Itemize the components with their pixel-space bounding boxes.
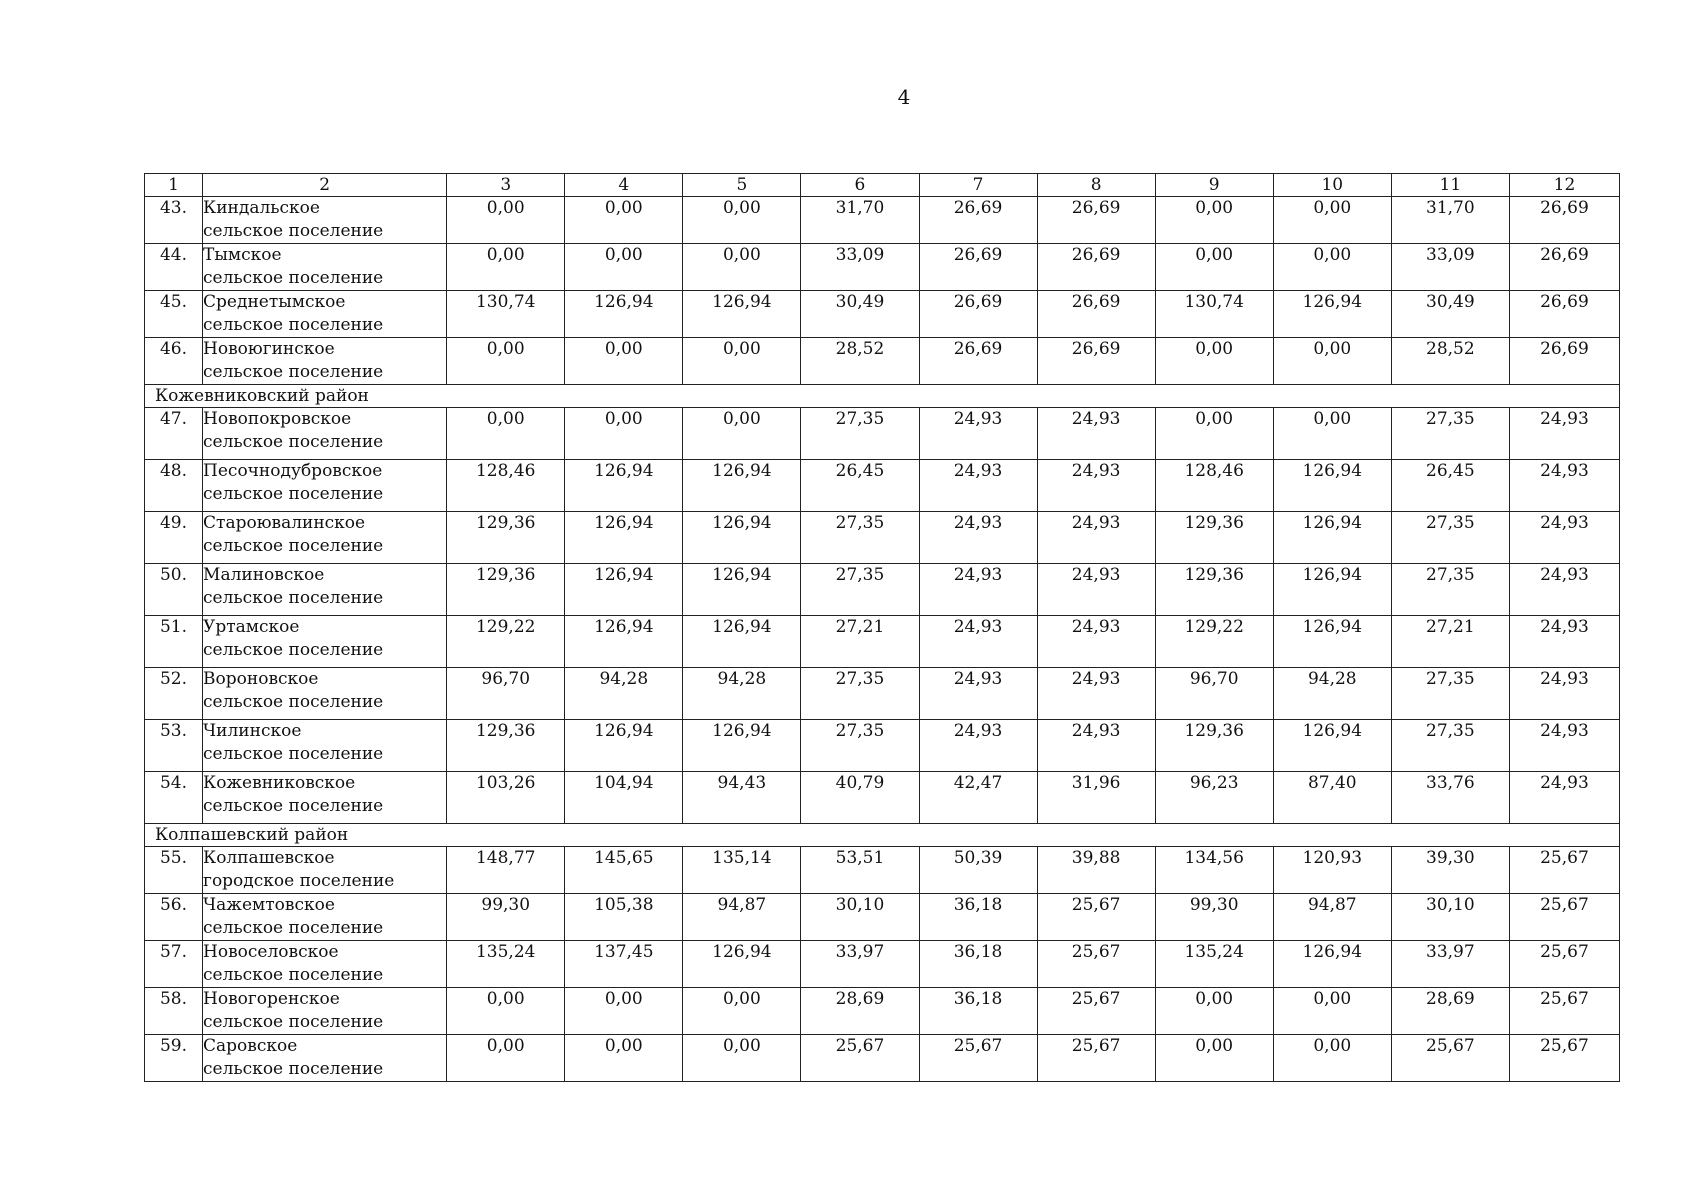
- table-row: [145, 1035, 1620, 1082]
- row-number: 47.: [145, 408, 203, 460]
- value-cell: 137,45: [565, 941, 683, 988]
- value-cell: 0,00: [1273, 244, 1391, 291]
- value-cell: 0,00: [1155, 408, 1273, 460]
- value-cell: 30,49: [1391, 291, 1509, 338]
- value-cell: 94,43: [683, 772, 801, 824]
- value-cell: 129,22: [1155, 616, 1273, 668]
- settlement-name-line1: Тымское: [203, 245, 282, 265]
- value-cell: 28,69: [1391, 988, 1509, 1035]
- value-cell: 40,79: [801, 772, 919, 824]
- settlement-type: сельское поселение: [203, 268, 384, 288]
- value-cell: 126,94: [683, 460, 801, 512]
- value-cell: 0,00: [1155, 1035, 1273, 1082]
- settlement-type: сельское поселение: [203, 484, 384, 504]
- table-row: [145, 847, 1620, 894]
- settlement-name-line1: Уртамское: [203, 617, 300, 637]
- value-cell: 24,93: [919, 460, 1037, 512]
- value-cell: 126,94: [683, 616, 801, 668]
- row-number: 56.: [145, 894, 203, 941]
- value-cell: 36,18: [919, 988, 1037, 1035]
- value-cell: 25,67: [1509, 1035, 1619, 1082]
- column-header: 1: [145, 174, 203, 197]
- value-cell: 27,35: [1391, 512, 1509, 564]
- value-cell: 135,24: [1155, 941, 1273, 988]
- value-cell: 126,94: [1273, 460, 1391, 512]
- table-row: [145, 197, 1620, 244]
- value-cell: 27,35: [801, 668, 919, 720]
- value-cell: 27,21: [1391, 616, 1509, 668]
- value-cell: 25,67: [801, 1035, 919, 1082]
- row-number: 57.: [145, 941, 203, 988]
- value-cell: 126,94: [1273, 616, 1391, 668]
- value-cell: 126,94: [1273, 512, 1391, 564]
- value-cell: 104,94: [565, 772, 683, 824]
- value-cell: 24,93: [1509, 408, 1619, 460]
- value-cell: 24,93: [1037, 408, 1155, 460]
- value-cell: 126,94: [683, 291, 801, 338]
- value-cell: 0,00: [447, 988, 565, 1035]
- settlement-name-line1: Староювалинское: [203, 513, 366, 533]
- value-cell: 33,09: [1391, 244, 1509, 291]
- table-row: [145, 244, 1620, 291]
- settlement-name: [203, 616, 447, 668]
- value-cell: 126,94: [683, 720, 801, 772]
- column-header: 7: [919, 174, 1037, 197]
- value-cell: 27,35: [1391, 668, 1509, 720]
- settlement-name-line1: Чилинское: [203, 721, 302, 741]
- value-cell: 0,00: [1155, 338, 1273, 385]
- value-cell: 126,94: [1273, 941, 1391, 988]
- value-cell: 27,35: [801, 512, 919, 564]
- table-row: [145, 772, 1620, 824]
- value-cell: 0,00: [683, 988, 801, 1035]
- value-cell: 120,93: [1273, 847, 1391, 894]
- value-cell: 25,67: [1037, 988, 1155, 1035]
- table-row: [145, 988, 1620, 1035]
- value-cell: 129,36: [1155, 512, 1273, 564]
- row-number: 44.: [145, 244, 203, 291]
- table-row: [145, 564, 1620, 616]
- value-cell: 126,94: [565, 512, 683, 564]
- district-row: [145, 385, 1620, 408]
- value-cell: 0,00: [1273, 1035, 1391, 1082]
- value-cell: 0,00: [683, 1035, 801, 1082]
- value-cell: 103,26: [447, 772, 565, 824]
- value-cell: 0,00: [565, 408, 683, 460]
- value-cell: 126,94: [565, 291, 683, 338]
- settlement-name: [203, 512, 447, 564]
- row-number: 46.: [145, 338, 203, 385]
- table-row: [145, 512, 1620, 564]
- row-number: 51.: [145, 616, 203, 668]
- settlement-name: [203, 941, 447, 988]
- value-cell: 27,35: [801, 408, 919, 460]
- value-cell: 0,00: [447, 244, 565, 291]
- value-cell: 26,69: [1509, 291, 1619, 338]
- settlement-name-line1: Кожевниковское: [203, 773, 356, 793]
- value-cell: 24,93: [919, 564, 1037, 616]
- data-table: [144, 173, 1620, 1082]
- value-cell: 0,00: [1273, 338, 1391, 385]
- value-cell: 39,88: [1037, 847, 1155, 894]
- value-cell: 0,00: [565, 197, 683, 244]
- value-cell: 105,38: [565, 894, 683, 941]
- value-cell: 0,00: [1273, 408, 1391, 460]
- value-cell: 24,93: [1037, 460, 1155, 512]
- value-cell: 24,93: [919, 668, 1037, 720]
- settlement-type: сельское поселение: [203, 1059, 384, 1079]
- settlement-name: [203, 197, 447, 244]
- value-cell: 24,93: [1037, 668, 1155, 720]
- value-cell: 87,40: [1273, 772, 1391, 824]
- value-cell: 27,35: [1391, 564, 1509, 616]
- settlement-name-line1: Среднетымское: [203, 292, 346, 312]
- value-cell: 28,69: [801, 988, 919, 1035]
- value-cell: 33,09: [801, 244, 919, 291]
- value-cell: 94,28: [683, 668, 801, 720]
- value-cell: 129,36: [447, 720, 565, 772]
- table-row: [145, 338, 1620, 385]
- value-cell: 39,30: [1391, 847, 1509, 894]
- value-cell: 26,69: [919, 197, 1037, 244]
- settlement-type: сельское поселение: [203, 221, 384, 241]
- value-cell: 96,70: [447, 668, 565, 720]
- value-cell: 27,35: [801, 720, 919, 772]
- value-cell: 0,00: [683, 338, 801, 385]
- value-cell: 24,93: [1037, 512, 1155, 564]
- settlement-type: сельское поселение: [203, 588, 384, 608]
- district-row: [145, 824, 1620, 847]
- column-header: 8: [1037, 174, 1155, 197]
- value-cell: 26,69: [1509, 197, 1619, 244]
- settlement-name: [203, 668, 447, 720]
- value-cell: 24,93: [1509, 668, 1619, 720]
- value-cell: 33,97: [801, 941, 919, 988]
- table-row: [145, 616, 1620, 668]
- district-label: Кожевниковский район: [145, 385, 1620, 408]
- value-cell: 26,69: [1037, 338, 1155, 385]
- value-cell: 0,00: [683, 408, 801, 460]
- settlement-type: сельское поселение: [203, 315, 384, 335]
- settlement-type: сельское поселение: [203, 1012, 384, 1032]
- value-cell: 126,94: [565, 460, 683, 512]
- value-cell: 33,76: [1391, 772, 1509, 824]
- settlement-type: сельское поселение: [203, 965, 384, 985]
- value-cell: 24,93: [1037, 720, 1155, 772]
- settlement-name: [203, 772, 447, 824]
- column-header: 5: [683, 174, 801, 197]
- column-header: 3: [447, 174, 565, 197]
- column-header: 11: [1391, 174, 1509, 197]
- settlement-type: сельское поселение: [203, 640, 384, 660]
- value-cell: 0,00: [565, 988, 683, 1035]
- value-cell: 26,69: [1037, 197, 1155, 244]
- value-cell: 36,18: [919, 894, 1037, 941]
- value-cell: 25,67: [1509, 988, 1619, 1035]
- value-cell: 25,67: [1037, 941, 1155, 988]
- value-cell: 0,00: [565, 338, 683, 385]
- district-label: Колпашевский район: [145, 824, 1620, 847]
- settlement-name-line1: Киндальское: [203, 198, 320, 218]
- settlement-name: [203, 564, 447, 616]
- value-cell: 25,67: [1509, 941, 1619, 988]
- value-cell: 50,39: [919, 847, 1037, 894]
- row-number: 53.: [145, 720, 203, 772]
- table-row: [145, 894, 1620, 941]
- value-cell: 126,94: [683, 512, 801, 564]
- value-cell: 24,93: [1037, 616, 1155, 668]
- value-cell: 30,10: [1391, 894, 1509, 941]
- value-cell: 33,97: [1391, 941, 1509, 988]
- value-cell: 27,35: [801, 564, 919, 616]
- value-cell: 130,74: [1155, 291, 1273, 338]
- value-cell: 24,93: [1509, 616, 1619, 668]
- row-number: 50.: [145, 564, 203, 616]
- settlement-name-line1: Новогоренское: [203, 989, 340, 1009]
- table-row: [145, 941, 1620, 988]
- settlement-name: [203, 244, 447, 291]
- value-cell: 42,47: [919, 772, 1037, 824]
- value-cell: 0,00: [683, 244, 801, 291]
- settlement-type: сельское поселение: [203, 536, 384, 556]
- value-cell: 126,94: [565, 616, 683, 668]
- settlement-name: [203, 847, 447, 894]
- row-number: 58.: [145, 988, 203, 1035]
- row-number: 52.: [145, 668, 203, 720]
- value-cell: 0,00: [447, 197, 565, 244]
- row-number: 59.: [145, 1035, 203, 1082]
- value-cell: 27,21: [801, 616, 919, 668]
- column-header: 12: [1509, 174, 1619, 197]
- value-cell: 96,70: [1155, 668, 1273, 720]
- value-cell: 0,00: [565, 244, 683, 291]
- column-header: 10: [1273, 174, 1391, 197]
- table-row: [145, 720, 1620, 772]
- table-row: [145, 291, 1620, 338]
- value-cell: 129,36: [1155, 564, 1273, 616]
- value-cell: 24,93: [1509, 564, 1619, 616]
- settlement-name: [203, 460, 447, 512]
- value-cell: 94,28: [565, 668, 683, 720]
- value-cell: 135,24: [447, 941, 565, 988]
- column-header: 4: [565, 174, 683, 197]
- value-cell: 24,93: [919, 408, 1037, 460]
- value-cell: 99,30: [1155, 894, 1273, 941]
- settlement-name-line1: Новоселовское: [203, 942, 339, 962]
- row-number: 54.: [145, 772, 203, 824]
- value-cell: 0,00: [1155, 197, 1273, 244]
- table-row: [145, 408, 1620, 460]
- value-cell: 26,69: [1509, 244, 1619, 291]
- value-cell: 25,67: [1037, 894, 1155, 941]
- value-cell: 24,93: [1509, 720, 1619, 772]
- value-cell: 30,49: [801, 291, 919, 338]
- value-cell: 126,94: [1273, 564, 1391, 616]
- value-cell: 25,67: [919, 1035, 1037, 1082]
- value-cell: 28,52: [801, 338, 919, 385]
- value-cell: 30,10: [801, 894, 919, 941]
- settlement-type: сельское поселение: [203, 692, 384, 712]
- value-cell: 25,67: [1509, 847, 1619, 894]
- value-cell: 24,93: [1509, 772, 1619, 824]
- settlement-name: [203, 338, 447, 385]
- settlement-name-line1: Новоюгинское: [203, 339, 335, 359]
- value-cell: 96,23: [1155, 772, 1273, 824]
- header-row: [145, 174, 1620, 197]
- table-body: [145, 174, 1620, 1082]
- value-cell: 134,56: [1155, 847, 1273, 894]
- settlement-type: сельское поселение: [203, 362, 384, 382]
- value-cell: 26,69: [1037, 291, 1155, 338]
- column-header: 9: [1155, 174, 1273, 197]
- page-number: 4: [897, 85, 911, 109]
- value-cell: 24,93: [1509, 512, 1619, 564]
- value-cell: 0,00: [1155, 244, 1273, 291]
- value-cell: 0,00: [1273, 197, 1391, 244]
- row-number: 49.: [145, 512, 203, 564]
- settlement-name: [203, 988, 447, 1035]
- settlement-type: сельское поселение: [203, 796, 384, 816]
- settlement-type: сельское поселение: [203, 432, 384, 452]
- settlement-name-line1: Малиновское: [203, 565, 325, 585]
- value-cell: 24,93: [1037, 564, 1155, 616]
- value-cell: 27,35: [1391, 720, 1509, 772]
- value-cell: 0,00: [447, 408, 565, 460]
- value-cell: 25,67: [1037, 1035, 1155, 1082]
- value-cell: 26,45: [1391, 460, 1509, 512]
- value-cell: 27,35: [1391, 408, 1509, 460]
- value-cell: 26,69: [1037, 244, 1155, 291]
- value-cell: 126,94: [1273, 291, 1391, 338]
- value-cell: 135,14: [683, 847, 801, 894]
- row-number: 48.: [145, 460, 203, 512]
- value-cell: 0,00: [683, 197, 801, 244]
- value-cell: 31,96: [1037, 772, 1155, 824]
- value-cell: 24,93: [1509, 460, 1619, 512]
- settlement-name-line1: Вороновское: [203, 669, 319, 689]
- value-cell: 26,69: [919, 244, 1037, 291]
- value-cell: 130,74: [447, 291, 565, 338]
- value-cell: 26,69: [1509, 338, 1619, 385]
- column-header: 6: [801, 174, 919, 197]
- table-row: [145, 668, 1620, 720]
- value-cell: 0,00: [447, 338, 565, 385]
- value-cell: 145,65: [565, 847, 683, 894]
- value-cell: 148,77: [447, 847, 565, 894]
- value-cell: 129,22: [447, 616, 565, 668]
- value-cell: 26,69: [919, 291, 1037, 338]
- value-cell: 99,30: [447, 894, 565, 941]
- row-number: 45.: [145, 291, 203, 338]
- settlement-name: [203, 894, 447, 941]
- settlement-name-line1: Новопокровское: [203, 409, 352, 429]
- value-cell: 31,70: [801, 197, 919, 244]
- settlement-name-line1: Песочнодубровское: [203, 461, 383, 481]
- value-cell: 24,93: [919, 616, 1037, 668]
- value-cell: 129,36: [447, 512, 565, 564]
- value-cell: 126,94: [683, 941, 801, 988]
- value-cell: 128,46: [447, 460, 565, 512]
- value-cell: 24,93: [919, 720, 1037, 772]
- settlement-name-line1: Чажемтовское: [203, 895, 335, 915]
- value-cell: 126,94: [565, 720, 683, 772]
- value-cell: 0,00: [1155, 988, 1273, 1035]
- settlement-name-line1: Колпашевское: [203, 848, 335, 868]
- value-cell: 0,00: [447, 1035, 565, 1082]
- value-cell: 26,69: [919, 338, 1037, 385]
- value-cell: 25,67: [1509, 894, 1619, 941]
- value-cell: 0,00: [565, 1035, 683, 1082]
- settlement-type: сельское поселение: [203, 918, 384, 938]
- row-number: 55.: [145, 847, 203, 894]
- value-cell: 94,87: [1273, 894, 1391, 941]
- settlement-name: [203, 408, 447, 460]
- settlement-name-line1: Саровское: [203, 1036, 298, 1056]
- value-cell: 126,94: [565, 564, 683, 616]
- settlement-type: городское поселение: [203, 871, 395, 891]
- value-cell: 94,28: [1273, 668, 1391, 720]
- value-cell: 126,94: [1273, 720, 1391, 772]
- value-cell: 26,45: [801, 460, 919, 512]
- value-cell: 129,36: [447, 564, 565, 616]
- value-cell: 28,52: [1391, 338, 1509, 385]
- settlement-name: [203, 291, 447, 338]
- value-cell: 94,87: [683, 894, 801, 941]
- value-cell: 128,46: [1155, 460, 1273, 512]
- settlement-name: [203, 720, 447, 772]
- column-header: 2: [203, 174, 447, 197]
- value-cell: 31,70: [1391, 197, 1509, 244]
- value-cell: 25,67: [1391, 1035, 1509, 1082]
- value-cell: 53,51: [801, 847, 919, 894]
- value-cell: 24,93: [919, 512, 1037, 564]
- value-cell: 126,94: [683, 564, 801, 616]
- table-row: [145, 460, 1620, 512]
- settlement-name: [203, 1035, 447, 1082]
- value-cell: 0,00: [1273, 988, 1391, 1035]
- value-cell: 129,36: [1155, 720, 1273, 772]
- row-number: 43.: [145, 197, 203, 244]
- value-cell: 36,18: [919, 941, 1037, 988]
- settlement-type: сельское поселение: [203, 744, 384, 764]
